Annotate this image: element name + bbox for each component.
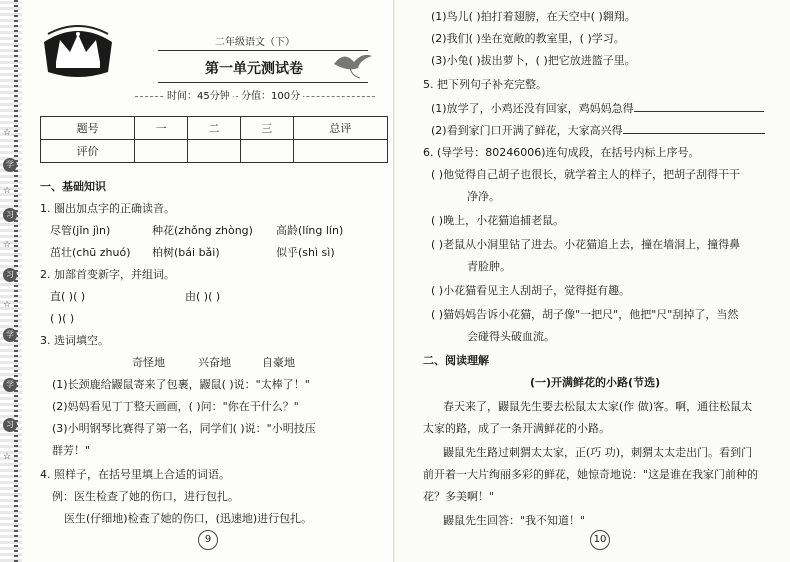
star-icon: ☆	[3, 240, 12, 250]
star-icon: ☆	[3, 452, 12, 462]
time-label: 时间：45分钟	[164, 90, 233, 104]
passage-text: 鼹鼠先生路过刺猬太太家，正(巧 功)，刺猬太太走出门。看到门	[443, 446, 753, 459]
page-number: 10	[590, 530, 610, 550]
table-cell[interactable]	[240, 140, 293, 163]
example-text: 例：医生检查了她的伤口，进行包扎。	[52, 490, 239, 503]
ordering-item[interactable]: ( )老鼠从小洞里钻了进去。小花猫追上去，撞在墙洞上，撞得鼻	[431, 238, 741, 251]
table-cell: 三	[240, 117, 293, 140]
passage-text: 鼹鼠先生回答："我不知道！"	[443, 514, 586, 527]
table-cell: 一	[135, 117, 188, 140]
table-cell: 总评	[293, 117, 387, 140]
side-char: 学	[3, 378, 17, 392]
section-heading: 一、基础知识	[40, 180, 106, 193]
side-char: 习	[3, 418, 17, 432]
fill-sentence[interactable]: (1)鸟儿( )拍打着翅膀，在天空中( )翱翔。	[431, 10, 636, 23]
star-icon: ☆	[3, 186, 12, 196]
fill-sentence[interactable]: (3)小兔( )拔出萝卜，( )把它放进篮子里。	[431, 54, 636, 67]
passage-text: 太家的路，成了一条开满鲜花的小路。	[423, 422, 610, 435]
divider	[158, 82, 368, 83]
ordering-item-cont: 净净。	[467, 190, 500, 203]
ordering-item[interactable]: ( )他觉得自己胡子也很长，就学着主人的样子，把胡子刮得干干	[431, 168, 741, 181]
answer-blank[interactable]	[623, 122, 765, 134]
pinyin-item[interactable]: 茁壮(chū zhuó)	[50, 246, 131, 259]
fill-sentence[interactable]: (2)我们( )坐在宽敞的教室里，( )学习。	[431, 32, 625, 45]
passage-text: 前开着一大片绚丽多彩的鲜花，她惊奇地说："这是谁在我家门前种的	[423, 468, 759, 481]
table-cell[interactable]	[188, 140, 241, 163]
question-2: 2. 加部首变新字，并组词。	[40, 268, 175, 281]
complete-sentence[interactable]	[431, 100, 764, 116]
question-6: 6. (导学号：80246006)连句成段，在括号内标上序号。	[423, 146, 700, 159]
fill-sentence[interactable]: (2)妈妈看见丁丁整天画画，( )问："你在干什么？"	[52, 400, 299, 413]
word-option: 兴奋地	[198, 356, 231, 369]
word-option: 奇怪地	[132, 356, 165, 369]
ordering-item[interactable]: ( )晚上，小花猫追捕老鼠。	[431, 214, 565, 227]
fill-sentence[interactable]: (1)长颈鹿给鼹鼠寄来了包裹，鼹鼠( )说："太棒了！"	[52, 378, 310, 391]
grade-header: 二年级语文（下）	[215, 37, 295, 48]
fill-sentence: 群芳！"	[52, 444, 91, 457]
side-char: 习	[3, 268, 17, 282]
sentence-stem: (1)放学了，小鸡还没有回家，鸡妈妈急得	[431, 102, 634, 115]
right-page	[395, 0, 790, 562]
passage-text: 花？多美啊！"	[423, 490, 495, 503]
radical-item[interactable]: 直( )( )	[50, 290, 86, 303]
crown-icon	[38, 22, 118, 84]
ordering-item[interactable]: ( )小花猫看见主人刮胡子，觉得挺有趣。	[431, 284, 631, 297]
table-cell: 二	[188, 117, 241, 140]
star-icon: ☆	[3, 300, 12, 310]
pinyin-item[interactable]: 种花(zhǒng zhòng)	[152, 224, 253, 237]
side-char: 学	[3, 158, 17, 172]
table-cell[interactable]	[293, 140, 387, 163]
side-char: 学	[3, 328, 17, 342]
side-char: 习	[3, 208, 17, 222]
pinyin-item[interactable]: 尽管(jǐn jìn)	[50, 224, 111, 237]
table-cell: 评价	[41, 140, 135, 163]
score-label: 分值：100分	[238, 90, 303, 104]
example-answer: 医生(仔细地)检查了她的伤口，(迅速地)进行包扎。	[64, 512, 313, 525]
star-icon: ☆	[3, 128, 12, 138]
question-1: 1. 圈出加点字的正确读音。	[40, 202, 175, 215]
ordering-item[interactable]: ( )猫妈妈告诉小花猫，胡子像"一把尺"，他把"尺"刮掉了，当然	[431, 308, 739, 321]
answer-blank[interactable]	[634, 100, 764, 112]
table-row	[41, 140, 388, 163]
table-cell: 题号	[41, 117, 135, 140]
ordering-item-cont: 会碰得头破血流。	[467, 330, 555, 343]
passage-text: 春天来了，鼹鼠先生要去松鼠太太家(作 做)客。啊，通往松鼠太	[443, 400, 753, 413]
radical-item[interactable]: 由( )( )	[185, 290, 221, 303]
bird-illustration-icon	[330, 42, 376, 82]
score-table	[40, 116, 388, 163]
question-3: 3. 选词填空。	[40, 334, 109, 347]
word-option: 自豪地	[262, 356, 295, 369]
page-number: 9	[198, 530, 218, 550]
ordering-item-cont: 青脸肿。	[467, 260, 511, 273]
complete-sentence[interactable]	[431, 122, 765, 138]
fill-sentence[interactable]: (3)小明钢琴比赛得了第一名，同学们( )说："小明技压	[52, 422, 316, 435]
radical-item[interactable]: ( )( )	[50, 312, 75, 325]
sentence-stem: (2)看到家门口开满了鲜花，大家高兴得	[431, 124, 623, 137]
reading-title: (一)开满鲜花的小路(节选)	[530, 376, 661, 389]
pinyin-item[interactable]: 高龄(líng lín)	[276, 224, 344, 237]
pinyin-item[interactable]: 似乎(shì sì)	[276, 246, 335, 259]
pinyin-item[interactable]: 柏树(bái bǎi)	[152, 246, 220, 259]
question-4: 4. 照样子，在括号里填上合适的词语。	[40, 468, 230, 481]
table-cell[interactable]	[135, 140, 188, 163]
section-heading: 二、阅读理解	[423, 354, 489, 367]
table-row	[41, 117, 388, 140]
question-5: 5. 把下列句子补充完整。	[423, 78, 547, 91]
page-title: 第一单元测试卷	[205, 61, 303, 77]
